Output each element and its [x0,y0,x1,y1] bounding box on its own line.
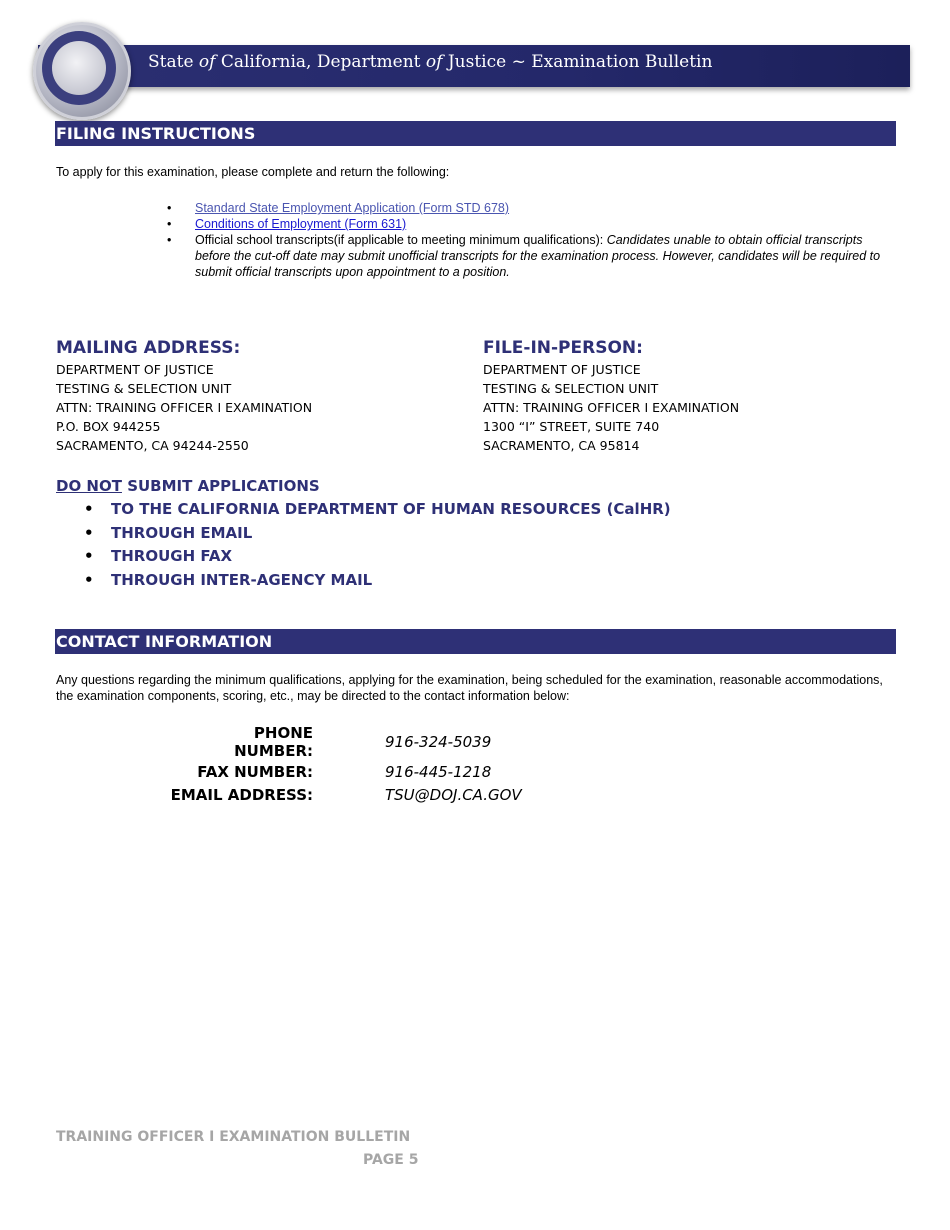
address-line: ATTN: TRAINING OFFICER I EXAMINATION [56,400,313,415]
address-line: 1300 “I” STREET, SUITE 740 [483,419,660,434]
header-banner [38,45,910,87]
table-row [170,724,522,760]
address-line: TESTING & SELECTION UNIT [483,381,659,396]
phone-value: 916-324-5039 [385,733,492,751]
page-number: PAGE 5 [363,1152,419,1168]
std-678-link[interactable]: Standard State Employment Application (Form STD 678) [195,201,510,215]
list-item: • THROUGH FAX [84,545,671,569]
filing-instructions-heading: FILING INSTRUCTIONS [55,121,896,146]
transcripts-text: Official school transcripts(if applicable to meeting minimum qualifications): [195,233,607,247]
transcripts-note: Candidates unable to obtain official transcripts before the cut-off date may submit unofficial transcripts for the examination process. However, candidates will be required to submit official transcripts upon appointment to a position. [195,233,881,279]
address-line: ATTN: TRAINING OFFICER I EXAMINATION [483,400,740,415]
file-in-person-heading: FILE-IN-PERSON: [483,338,643,358]
fax-label: FAX NUMBER: [197,762,313,781]
list-item [165,232,885,280]
address-line: DEPARTMENT OF JUSTICE [483,362,641,377]
list-item: • TO THE CALIFORNIA DEPARTMENT OF HUMAN RESOURCES (CalHR) [84,498,671,522]
address-line: TESTING & SELECTION UNIT [56,381,232,396]
do-not-submit-heading: DO NOT SUBMIT APPLICATIONS [56,477,320,495]
address-line: P.O. BOX 944255 [56,419,161,434]
fax-value: 916-445-1218 [385,762,492,781]
table-row [170,760,522,783]
contact-intro: Any questions regarding the minimum qualifications, applying for the examination, being scheduled for the examination, reasonable accommodations, the examination components, scoring, etc., may be directed to the contact information below: [56,673,883,703]
address-line: SACRAMENTO, CA 94244-2550 [56,438,249,453]
doj-seal-logo [33,22,131,120]
form-631-link[interactable]: Conditions of Employment (Form 631) [195,217,407,231]
list-item: • THROUGH INTER-AGENCY MAIL [84,569,671,593]
email-label: EMAIL ADDRESS: [170,785,313,804]
list-item: • THROUGH EMAIL [84,522,671,546]
list-item[interactable] [165,216,885,232]
contact-information-heading: CONTACT INFORMATION [55,629,896,654]
table-row [170,783,522,806]
list-item[interactable] [165,200,885,216]
contact-table [170,724,522,806]
address-line: SACRAMENTO, CA 95814 [483,438,640,453]
do-not-submit-list [84,498,671,593]
file-in-person-block [483,360,739,455]
filing-items-list [165,200,885,280]
footer-title: TRAINING OFFICER I EXAMINATION BULLETIN [56,1129,411,1145]
filing-intro: To apply for this examination, please complete and return the following: [56,165,450,179]
phone-label: PHONE NUMBER: [234,724,313,760]
address-line: DEPARTMENT OF JUSTICE [56,362,214,377]
mailing-address-heading: MAILING ADDRESS: [56,338,241,358]
header-title: State of California, Department of Justice ~ Examination Bulletin [148,52,713,72]
mailing-address-block [56,360,312,455]
email-value: TSU@DOJ.CA.GOV [385,785,522,804]
